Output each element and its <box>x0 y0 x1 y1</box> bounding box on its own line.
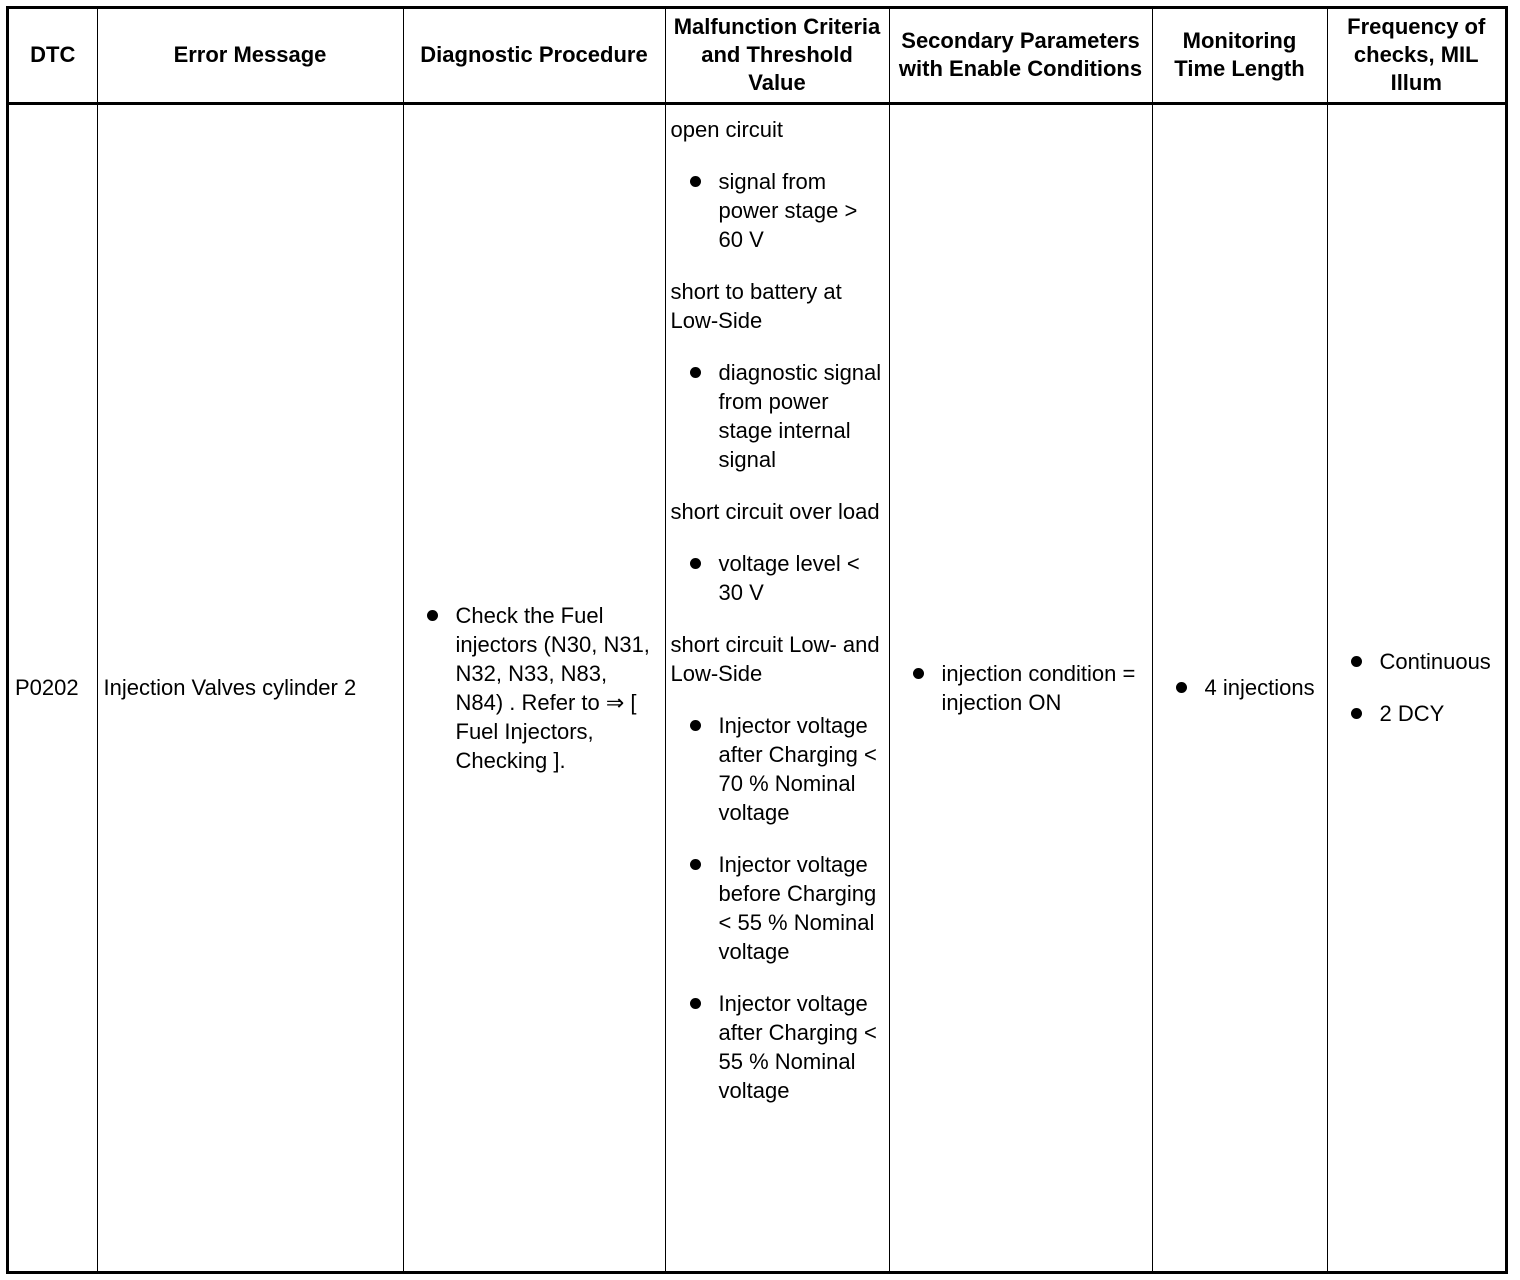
malfunction-criteria-item-text: voltage level < 30 V <box>718 550 860 605</box>
diagnostic-procedure-item <box>424 601 661 775</box>
header-frequency: Frequency of checks, MIL Illum <box>1327 9 1505 103</box>
bullet-icon <box>690 176 701 187</box>
bullet-icon <box>690 558 701 569</box>
malfunction-criteria-item-text: Injector voltage before Charging < 55 % Nominal voltage <box>718 851 877 964</box>
monitoring-time-item-text: 4 injections <box>1204 675 1315 701</box>
dtc-table-frame <box>6 6 1508 1274</box>
frequency-list <box>1348 647 1502 728</box>
malfunction-criteria-items <box>671 358 883 474</box>
frequency-item-text: Continuous <box>1379 649 1491 675</box>
malfunction-criteria-item <box>687 549 883 607</box>
bullet-icon <box>427 610 438 621</box>
monitoring-time-cell <box>1152 103 1327 1271</box>
dtc-table <box>9 9 1505 1271</box>
malfunction-criteria-item-text: Injector voltage after Charging < 70 % Nominal voltage <box>718 712 877 825</box>
malfunction-criteria-items <box>671 549 883 607</box>
header-monitoring-time: Monitoring Time Length <box>1152 9 1327 103</box>
bullet-icon <box>690 720 701 731</box>
diagnostic-procedure-list <box>424 601 661 775</box>
monitoring-time-item <box>1173 673 1321 702</box>
diagnostic-procedure-item-text: Check the Fuel injectors (N30, N31, N32, N33, N83, N84) . Refer to ⇒ [ Fuel Injectors, Checking ]. <box>455 602 650 773</box>
secondary-parameters-cell <box>889 103 1152 1271</box>
bullet-icon <box>1351 708 1362 719</box>
malfunction-criteria-item <box>687 167 883 254</box>
malfunction-criteria-cell <box>665 103 889 1271</box>
bullet-icon <box>913 668 924 679</box>
malfunction-condition: short to battery at Low-Side <box>670 278 842 333</box>
malfunction-condition: short circuit over load <box>670 498 880 524</box>
error-message: Injection Valves cylinder 2 <box>97 103 403 1271</box>
header-error-message: Error Message <box>97 9 403 103</box>
malfunction-criteria-group <box>671 277 883 474</box>
secondary-parameters-list <box>910 659 1146 717</box>
malfunction-criteria-item <box>687 358 883 474</box>
frequency-item <box>1348 647 1502 676</box>
header-malfunction-criteria: Malfunction Criteria and Threshold Value <box>665 9 889 103</box>
table-row <box>9 103 1505 1271</box>
frequency-item-text: 2 DCY <box>1379 701 1445 727</box>
malfunction-criteria-items <box>671 711 883 1105</box>
bullet-icon <box>690 859 701 870</box>
malfunction-criteria-item <box>687 989 883 1105</box>
malfunction-criteria-item-text: signal from power stage > 60 V <box>718 168 858 252</box>
secondary-parameter-item <box>910 659 1146 717</box>
malfunction-criteria-items <box>671 167 883 254</box>
frequency-item <box>1348 699 1502 728</box>
bullet-icon <box>1351 656 1362 667</box>
header-row <box>9 9 1505 103</box>
malfunction-criteria-group <box>671 497 883 607</box>
malfunction-condition: short circuit Low- and Low-Side <box>670 631 880 686</box>
frequency-cell <box>1327 103 1505 1271</box>
monitoring-time-list <box>1173 673 1321 702</box>
malfunction-criteria-item <box>687 711 883 827</box>
header-secondary-parameters: Secondary Parameters with Enable Conditions <box>889 9 1152 103</box>
diagnostic-procedure-cell <box>403 103 665 1271</box>
bullet-icon <box>690 367 701 378</box>
dtc-code: P0202 <box>9 103 97 1271</box>
malfunction-criteria-list <box>671 115 883 1105</box>
malfunction-criteria-group <box>671 630 883 1105</box>
bullet-icon <box>690 998 701 1009</box>
malfunction-condition: open circuit <box>670 116 784 142</box>
header-dtc: DTC <box>9 9 97 103</box>
malfunction-criteria-item <box>687 850 883 966</box>
malfunction-criteria-item-text: Injector voltage after Charging < 55 % Nominal voltage <box>718 990 877 1103</box>
header-diagnostic-procedure: Diagnostic Procedure <box>403 9 665 103</box>
malfunction-criteria-group <box>671 115 883 254</box>
bullet-icon <box>1176 682 1187 693</box>
malfunction-criteria-item-text: diagnostic signal from power stage internal signal <box>718 359 882 472</box>
secondary-parameter-item-text: injection condition = injection ON <box>941 660 1136 715</box>
